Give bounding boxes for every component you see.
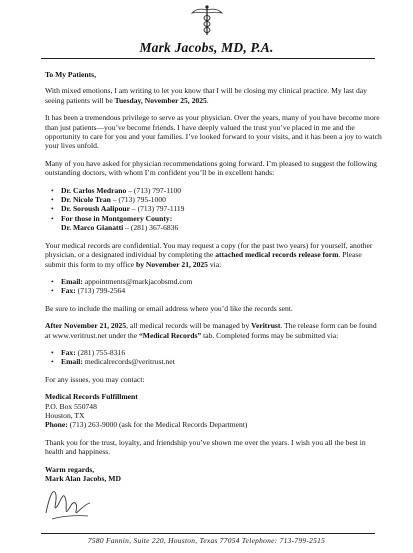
list-item: • For those in Montgomery County: Dr. Marco Gianatti – (281) 367-6836 (59, 214, 383, 233)
paragraph-recommendations: Many of you have asked for physician recommendations going forward. I’m pleased to suggest the following outstanding doctors, with whom I’m confident you’ll be in excellent hands: (45, 158, 377, 178)
paragraph-veritrust: After November 21, 2025, all medical records will be managed by Veritrust. The release form can be found at www.veritrust.net under the “Medical Records” tab. Completed forms may be submitted via: (45, 321, 377, 340)
list-item: • Dr. Carlos Medrano – (713) 797-1100 (59, 186, 383, 195)
paragraph-records: Your medical records are confidential. You may request a copy (for the past two years) for yourself, another physician, or a designated individual by completing the attached medical records release form. Please submit this form to my office by November 21, 2025 via: (45, 240, 373, 269)
list-item: • Fax: (713) 799-2564 (59, 286, 383, 295)
paragraph-privilege: It has been a tremendous privilege to serve as your physician. Over the years, many of you have become more than just patients—you’ve become friends. I have deeply valued the trust you’ve placed in me and the opportunity to care for you and your families. I’ve looked forward to your visits, and it has been a joy to watch your lives unfold. (45, 113, 382, 151)
last-day-date: Tuesday, November 25, 2025 (114, 95, 207, 105)
letterhead-title: Mark Jacobs, MD, P.A. (139, 40, 274, 55)
letter-body (45, 70, 383, 491)
list-item: • Dr. Nicole Tran – (713) 795-1000 (59, 195, 383, 204)
header-divider (41, 58, 375, 59)
office-email[interactable]: appointments@markjacobsmd.com (82, 276, 193, 286)
caduceus-icon (190, 4, 224, 36)
list-item: • Dr. Soroush Aalipour – (713) 797-1119 (59, 204, 383, 213)
list-item: • Email: appointments@markjacobsmd.com (59, 277, 383, 286)
list-item: • Email: medicalrecords@veritrust.net (59, 357, 383, 366)
office-contact-list (45, 277, 383, 296)
veritrust-email[interactable]: medicalrecords@veritrust.net (82, 357, 175, 367)
paragraph-closing-announcement: With mixed emotions, I am writing to let you know that I will be closing my clinical practice. My last day seeing patients will be Tuesday, November 25, 2025. (45, 86, 367, 105)
veritrust-contact-list (45, 348, 383, 367)
handwritten-signature-icon (42, 483, 97, 523)
footer-address: 7580 Fannin, Suite 220, Houston, Texas 77054 Telephone: 713-799-2515 (87, 536, 326, 545)
greeting: To My Patients, (45, 70, 96, 79)
signature-block: Warm regards, Mark Alan Jacobs, MD (45, 464, 121, 483)
doctor-list (45, 186, 383, 233)
list-item: • Fax: (281) 755-8316 (59, 348, 383, 357)
paragraph-mailing-note: Be sure to include the mailing or email address where you’d like the records sent. (45, 303, 293, 313)
paragraph-thanks: Thank you for the trust, loyalty, and friendship you’ve shown me over the years. I wish you all the best in health and happiness. (45, 437, 366, 457)
footer-divider (41, 533, 375, 534)
paragraph-contact-intro: For any issues, you may contact: (45, 374, 145, 384)
contact-address-block: Medical Records Fulfillment P.O. Box 550748 Houston, TX Phone: (713) 263-9000 (ask for the Medical Records Department) (45, 392, 248, 430)
